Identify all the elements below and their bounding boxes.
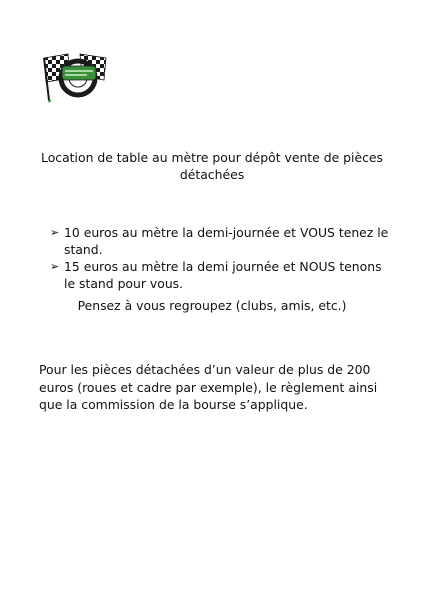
list-item	[50, 258, 390, 292]
list-item-text: 15 euros au mètre la demi journée et NOUS tenons le stand pour vous.	[64, 259, 382, 291]
grouping-note: Pensez à vous regroupez (clubs, amis, etc.)	[77, 298, 347, 313]
arrow-bullet-icon: ➢	[50, 226, 60, 239]
arrow-bullet-icon: ➢	[50, 260, 60, 273]
document-title: Location de table au mètre pour dépôt vente de pièces détachées	[41, 150, 383, 182]
list-item	[50, 224, 390, 258]
pricing-list	[50, 224, 390, 292]
list-item-text: 10 euros au mètre la demi-journée et VOUS tenez le stand.	[64, 225, 389, 257]
checkered-flag-wheel-logo	[40, 44, 112, 104]
detached-parts-paragraph: Pour les pièces détachées d’un valeur de plus de 200 euros (roues et cadre par exemple), le règlement ainsi que la commission de la bourse s’applique.	[39, 362, 378, 412]
